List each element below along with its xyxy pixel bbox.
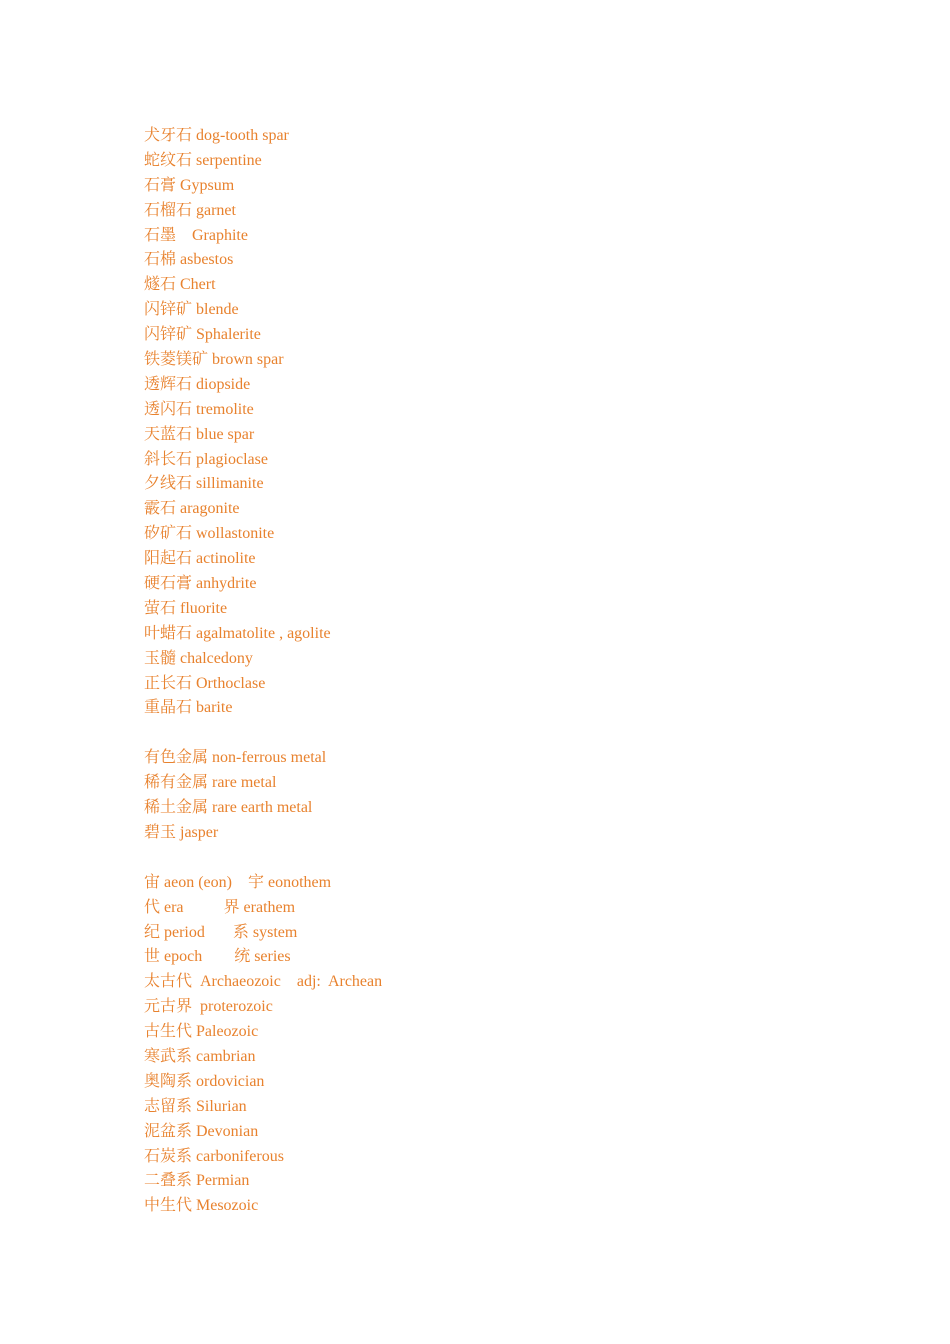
metal-entry: 有色金属 non-ferrous metal — [144, 749, 327, 767]
mineral-entry: 石墨 Graphite — [144, 226, 248, 244]
metal-entry: 碧玉 jasper — [144, 823, 219, 841]
mineral-entry: 天蓝石 blue spar — [144, 425, 255, 443]
mineral-entry: 闪锌矿 blende — [144, 301, 239, 319]
mineral-entry: 萤石 fluorite — [144, 599, 228, 617]
geologic-time-entry: 代 era 界 erathem — [144, 898, 296, 916]
mineral-entry: 燧石 Chert — [144, 276, 216, 294]
geologic-time-section — [144, 871, 382, 1219]
geologic-time-entry: 志留系 Silurian — [144, 1097, 247, 1115]
section-spacer — [144, 721, 382, 746]
geologic-time-entry: 中生代 Mesozoic — [144, 1197, 259, 1215]
mineral-entry: 矽矿石 wollastonite — [144, 525, 275, 543]
metal-entry: 稀土金属 rare earth metal — [144, 799, 313, 817]
geologic-time-entry: 元古界 proterozoic — [144, 998, 273, 1016]
mineral-entry: 正长石 Orthoclase — [144, 674, 266, 692]
geologic-time-entry: 太古代 Archaeozoic adj: Archean — [144, 973, 383, 991]
mineral-entry: 石榴石 garnet — [144, 201, 236, 219]
geologic-time-entry: 二叠系 Permian — [144, 1172, 250, 1190]
geologic-time-entry: 宙 aeon (eon) 宇 eonothem — [144, 873, 332, 891]
document-body — [144, 124, 382, 1219]
mineral-entry: 玉髓 chalcedony — [144, 649, 253, 667]
mineral-entry: 透闪石 tremolite — [144, 400, 254, 418]
mineral-entry: 铁菱镁矿 brown spar — [144, 351, 284, 369]
geologic-time-entry: 纪 period 系 system — [144, 923, 298, 941]
mineral-entry: 石棉 asbestos — [144, 251, 234, 269]
metals-section — [144, 746, 382, 846]
mineral-entry: 重晶石 barite — [144, 699, 233, 717]
geologic-time-entry: 奥陶系 ordovician — [144, 1072, 265, 1090]
mineral-entry: 蛇纹石 serpentine — [144, 151, 262, 169]
geologic-time-entry: 古生代 Paleozoic — [144, 1023, 259, 1041]
geologic-time-entry: 寒武系 cambrian — [144, 1047, 256, 1065]
mineral-entry: 斜长石 plagioclase — [144, 450, 268, 468]
mineral-entry: 犬牙石 dog-tooth spar — [144, 127, 289, 144]
mineral-entry: 硬石膏 anhydrite — [144, 575, 257, 593]
mineral-entry: 阳起石 actinolite — [144, 550, 256, 568]
mineral-entry: 夕线石 sillimanite — [144, 475, 264, 493]
mineral-entry: 闪锌矿 Sphalerite — [144, 326, 261, 344]
geologic-time-entry: 石炭系 carboniferous — [144, 1147, 284, 1165]
section-spacer — [144, 846, 382, 871]
geologic-time-entry: 世 epoch 统 series — [144, 948, 291, 966]
mineral-entry: 石膏 Gypsum — [144, 176, 235, 194]
mineral-entry: 透辉石 diopside — [144, 375, 251, 393]
mineral-entry: 叶蜡石 agalmatolite , agolite — [144, 624, 331, 642]
minerals-section — [144, 124, 382, 721]
geologic-time-entry: 泥盆系 Devonian — [144, 1122, 259, 1140]
mineral-entry: 霰石 aragonite — [144, 500, 240, 518]
metal-entry: 稀有金属 rare metal — [144, 774, 277, 792]
